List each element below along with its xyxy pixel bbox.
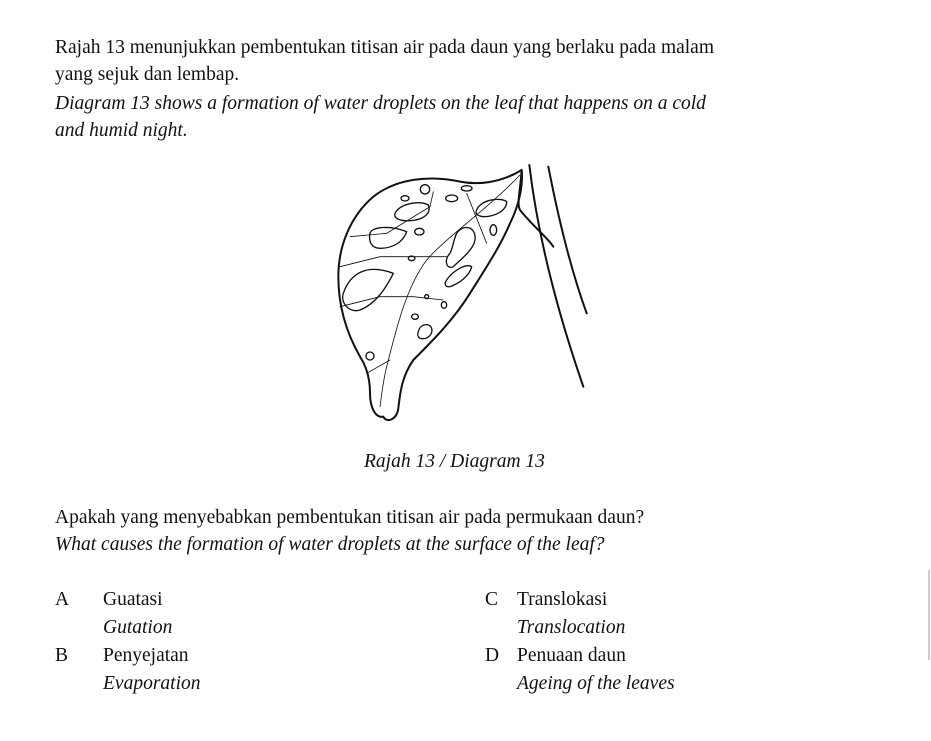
option-letter: B [55, 645, 69, 666]
option-malay: Penyejatan [103, 645, 189, 666]
leaf-diagram [320, 160, 600, 430]
option-english: Gutation [103, 617, 173, 638]
stem-english-line-2: and humid night. [55, 120, 188, 141]
option-malay: Translokasi [517, 589, 608, 610]
option-letter: C [485, 589, 499, 610]
stem-malay-line-2: yang sejuk dan lembap. [55, 64, 240, 85]
option-english: Ageing of the leaves [517, 673, 675, 694]
option-letter: A [55, 589, 70, 610]
option-malay: Guatasi [103, 589, 163, 610]
option-letter: D [485, 645, 500, 666]
stem-english-line-1: Diagram 13 shows a formation of water droplets on the leaf that happens on a cold [55, 93, 706, 114]
figure-caption: Rajah 13 / Diagram 13 [364, 451, 545, 472]
leaf-outline [338, 170, 522, 420]
scan-edge-divider [928, 570, 930, 660]
stem-malay-line-1: Rajah 13 menunjukkan pembentukan titisan air pada daun yang berlaku pada malam [55, 37, 715, 58]
stem-drawing [519, 165, 587, 387]
question-malay: Apakah yang menyebabkan pembentukan titisan air pada permukaan daun? [55, 507, 645, 528]
question-english: What causes the formation of water droplets at the surface of the leaf? [55, 534, 605, 555]
option-malay: Penuaan daun [517, 645, 626, 666]
option-english: Translocation [517, 617, 626, 638]
option-english: Evaporation [103, 673, 201, 694]
